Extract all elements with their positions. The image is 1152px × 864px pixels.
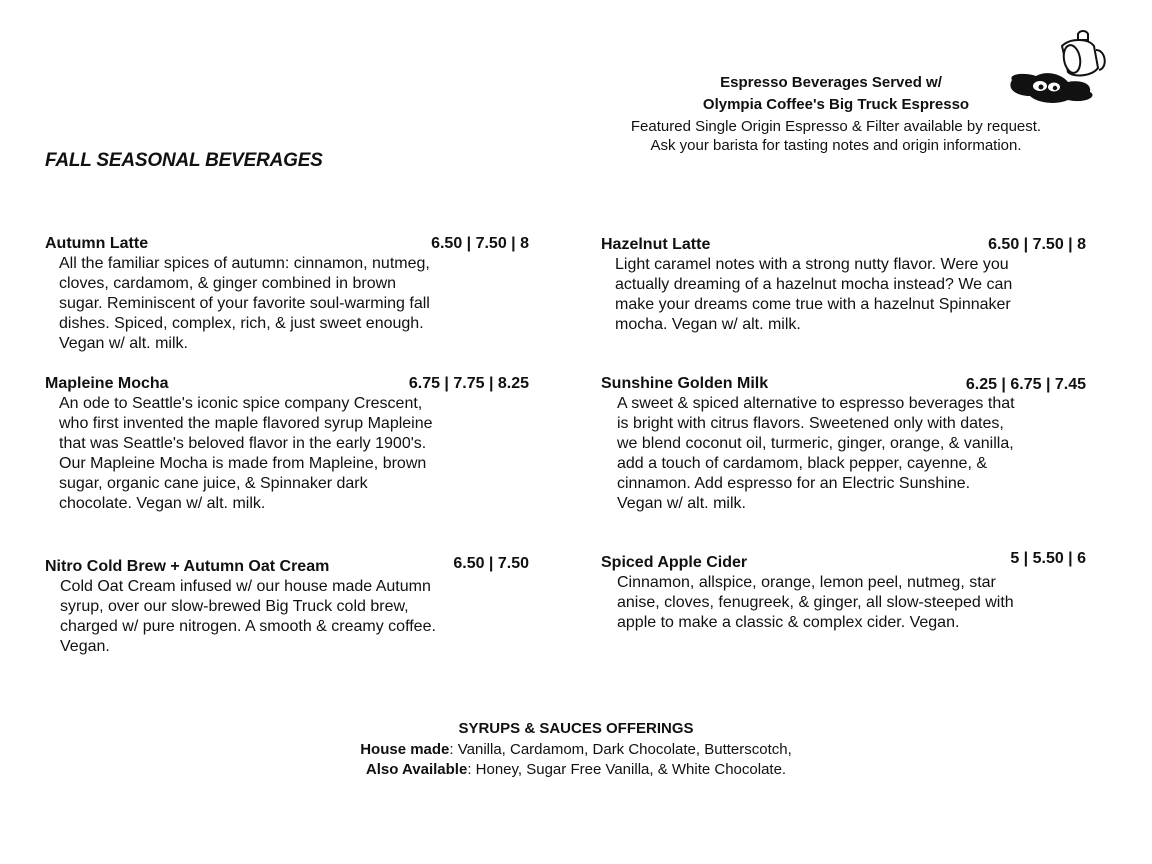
item-name: Hazelnut Latte xyxy=(601,236,711,253)
item-description: A sweet & spiced alternative to espresso beverages that is bright with citrus flavors. Sweetened only with dates, we blend coconut oil, turmeric, ginger, orange, & vanilla, add a touch of cardamom, black pepper, cayenne, & cinnamon. Add espresso for an Electric Sunshine. Vegan w/ alt. milk. xyxy=(617,395,1015,512)
house-made-label: House made xyxy=(360,741,450,758)
menu-item-hazelnut-latte xyxy=(601,235,1086,335)
section-title: FALL SEASONAL BEVERAGES xyxy=(45,150,323,171)
item-description: Light caramel notes with a strong nutty flavor. Were you actually dreaming of a hazelnut mocha instead? We can make your dreams come true with a hazelnut Spinnaker mocha. Vegan w/ alt. milk. xyxy=(615,256,1013,333)
item-description: All the familiar spices of autumn: cinnamon, nutmeg, cloves, cardamom, & ginger combined in brown sugar. Reminiscent of your favorite soul-warming fall dishes. Spiced, complex, rich, & just sweet enough. Vegan w/ alt. milk. xyxy=(59,255,430,352)
also-available-list: : Honey, Sugar Free Vanilla, & White Chocolate. xyxy=(467,761,787,778)
espresso-note xyxy=(600,72,1072,155)
syrups-also-available xyxy=(0,760,1152,780)
item-price: 6.50 | 7.50 | 8 xyxy=(431,235,529,252)
item-name: Nitro Cold Brew + Autumn Oat Cream xyxy=(45,558,330,575)
item-price: 5 | 5.50 | 6 xyxy=(1010,550,1086,567)
item-price: 6.25 | 6.75 | 7.45 xyxy=(965,376,1086,393)
item-price: 6.75 | 7.75 | 8.25 xyxy=(408,375,529,392)
item-description: An ode to Seattle's iconic spice company Crescent, who first invented the maple flavored syrup Mapleine that was Seattle's beloved flavor in the early 1900's. Our Mapleine Mocha is made from Mapleine, brown sugar, organic cane juice, & Spinnaker dark chocolate. Vegan w/ alt. milk. xyxy=(59,395,433,512)
menu-item-nitro-cold-brew xyxy=(45,554,529,657)
menu-item-spiced-apple-cider xyxy=(601,549,1086,633)
espresso-line-3: Featured Single Origin Espresso & Filter available by request. xyxy=(630,118,1042,135)
menu-item-sunshine-golden-milk xyxy=(601,374,1086,514)
syrups-section xyxy=(0,718,1152,780)
item-name: Spiced Apple Cider xyxy=(601,554,748,571)
house-made-list: : Vanilla, Cardamom, Dark Chocolate, Butterscotch, xyxy=(449,741,792,758)
also-available-label: Also Available xyxy=(365,761,468,778)
item-price: 6.50 | 7.50 | 8 xyxy=(988,236,1086,253)
spilled-cup-icon xyxy=(1006,30,1110,106)
item-name: Sunshine Golden Milk xyxy=(601,375,769,392)
item-description: Cinnamon, allspice, orange, lemon peel, nutmeg, star anise, cloves, fenugreek, & ginger, all slow-steeped with apple to make a classic & complex cider. Vegan. xyxy=(617,574,1014,631)
espresso-line-1: Espresso Beverages Served w/ xyxy=(720,74,942,91)
item-name: Autumn Latte xyxy=(45,235,149,252)
syrups-house-made xyxy=(0,740,1152,760)
menu-item-mapleine-mocha xyxy=(45,374,529,514)
espresso-line-2: Olympia Coffee's Big Truck Espresso xyxy=(702,96,970,113)
item-price: 6.50 | 7.50 xyxy=(453,555,529,572)
espresso-line-4: Ask your barista for tasting notes and origin information. xyxy=(650,136,1022,154)
menu-item-autumn-latte xyxy=(45,234,529,354)
syrups-title: SYRUPS & SAUCES OFFERINGS xyxy=(458,720,694,737)
item-name: Mapleine Mocha xyxy=(45,375,169,392)
item-description: Cold Oat Cream infused w/ our house made Autumn syrup, over our slow-brewed Big Truck cold brew, charged w/ pure nitrogen. A smooth & creamy coffee. Vegan. xyxy=(60,578,436,655)
